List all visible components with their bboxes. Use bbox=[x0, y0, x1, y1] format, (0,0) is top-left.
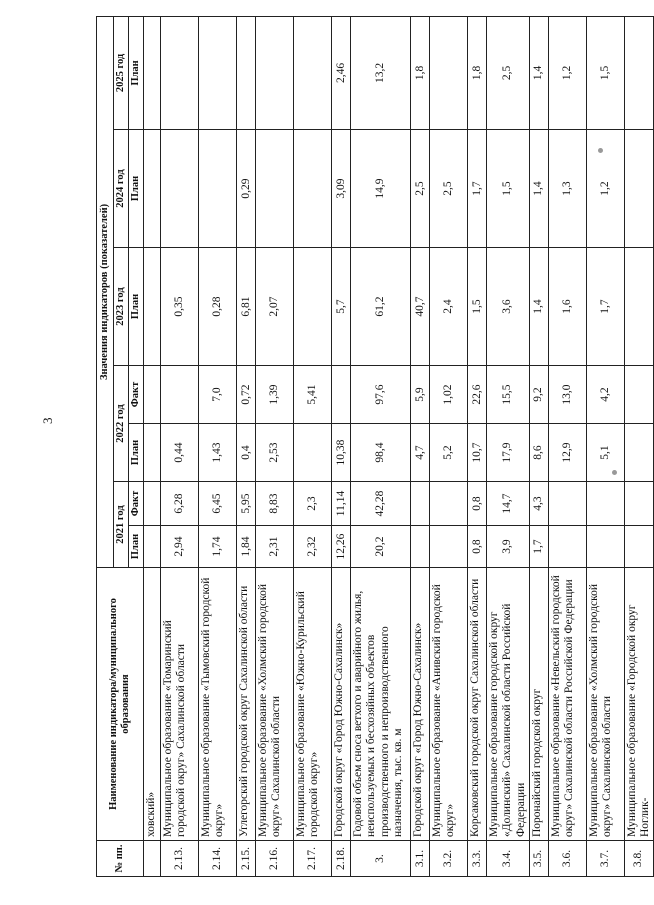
row-name: Муниципальное образование «Анивский городской округ» bbox=[430, 568, 468, 841]
value-cell bbox=[624, 248, 653, 366]
value-cell: 1,5 bbox=[468, 248, 487, 366]
row-number: 2.14. bbox=[199, 841, 237, 877]
row-number: 2.13. bbox=[161, 841, 199, 877]
value-cell: 98,4 bbox=[351, 424, 411, 482]
table-row bbox=[332, 16, 351, 876]
value-cell bbox=[624, 526, 653, 568]
value-cell: 11,14 bbox=[332, 482, 351, 526]
table-row bbox=[468, 16, 487, 876]
value-cell: 2,07 bbox=[256, 248, 294, 366]
value-cell: 2,5 bbox=[430, 130, 468, 248]
value-cell bbox=[586, 482, 624, 526]
value-cell bbox=[548, 482, 586, 526]
value-cell: 22,6 bbox=[468, 366, 487, 424]
value-cell: 1,7 bbox=[586, 248, 624, 366]
value-cell bbox=[237, 16, 256, 129]
row-number bbox=[144, 841, 161, 877]
row-name: Муниципальное образование «Южно-Курильский городской округ» bbox=[294, 568, 332, 841]
row-number: 3.8. bbox=[624, 841, 653, 877]
value-cell: 4,7 bbox=[411, 424, 430, 482]
scan-speck bbox=[598, 148, 603, 153]
value-cell: 0,72 bbox=[237, 366, 256, 424]
table-row bbox=[586, 16, 624, 876]
page-number: 3 bbox=[40, 417, 55, 424]
row-name: Городской округ «Город Южно-Сахалинск» bbox=[332, 568, 351, 841]
value-cell: 8,6 bbox=[529, 424, 548, 482]
header-year-2025: 2025 год bbox=[114, 16, 129, 129]
value-cell: 2,32 bbox=[294, 526, 332, 568]
value-cell: 1,6 bbox=[548, 248, 586, 366]
row-number: 3.6. bbox=[548, 841, 586, 877]
value-cell: 12,9 bbox=[548, 424, 586, 482]
value-cell: 1,43 bbox=[199, 424, 237, 482]
value-cell: 1,4 bbox=[529, 16, 548, 129]
value-cell bbox=[144, 366, 161, 424]
value-cell: 1,4 bbox=[529, 130, 548, 248]
header-fact: Факт bbox=[129, 482, 144, 526]
value-cell: 5,41 bbox=[294, 366, 332, 424]
value-cell: 6,28 bbox=[161, 482, 199, 526]
value-cell: 10,7 bbox=[468, 424, 487, 482]
value-cell: 40,7 bbox=[411, 248, 430, 366]
row-name: Поронайский городской округ bbox=[529, 568, 548, 841]
value-cell bbox=[430, 16, 468, 129]
value-cell: 13,0 bbox=[548, 366, 586, 424]
value-cell bbox=[624, 16, 653, 129]
value-cell: 97,6 bbox=[351, 366, 411, 424]
value-cell bbox=[430, 526, 468, 568]
row-name: Муниципальное образование «Городской округ Ноглик- bbox=[624, 568, 653, 841]
row-name: Муниципальное образование «Холмский городской округ» Сахалинской области bbox=[256, 568, 294, 841]
value-cell: 42,28 bbox=[351, 482, 411, 526]
value-cell: 1,7 bbox=[529, 526, 548, 568]
table-row bbox=[351, 16, 411, 876]
table-row bbox=[487, 16, 530, 876]
table-row bbox=[411, 16, 430, 876]
value-cell: 14,7 bbox=[487, 482, 530, 526]
row-number: 3.1. bbox=[411, 841, 430, 877]
value-cell: 0,4 bbox=[237, 424, 256, 482]
value-cell: 20,2 bbox=[351, 526, 411, 568]
value-cell: 4,2 bbox=[586, 366, 624, 424]
value-cell: 0,8 bbox=[468, 526, 487, 568]
value-cell bbox=[294, 130, 332, 248]
value-cell: 1,39 bbox=[256, 366, 294, 424]
value-cell bbox=[548, 526, 586, 568]
value-cell bbox=[411, 482, 430, 526]
header-num: № пп. bbox=[97, 841, 144, 877]
value-cell: 5,7 bbox=[332, 248, 351, 366]
value-cell: 3,9 bbox=[487, 526, 530, 568]
row-name: Углегорский городской округ Сахалинской области bbox=[237, 568, 256, 841]
table-row bbox=[529, 16, 548, 876]
row-name: Муниципальное образование «Холмский городской округ» Сахалинской области bbox=[586, 568, 624, 841]
header-year-2022: 2022 год bbox=[114, 366, 129, 482]
row-number: 2.15. bbox=[237, 841, 256, 877]
value-cell: 1,2 bbox=[586, 130, 624, 248]
value-cell bbox=[199, 16, 237, 129]
row-number: 3.3. bbox=[468, 841, 487, 877]
value-cell: 2,53 bbox=[256, 424, 294, 482]
indicator-table bbox=[96, 16, 654, 877]
value-cell: 17,9 bbox=[487, 424, 530, 482]
row-name: Корсаковский городской округ Сахалинской области bbox=[468, 568, 487, 841]
value-cell bbox=[332, 366, 351, 424]
table-row bbox=[199, 16, 237, 876]
value-cell bbox=[430, 482, 468, 526]
value-cell: 6,45 bbox=[199, 482, 237, 526]
value-cell: 1,8 bbox=[468, 16, 487, 129]
value-cell: 0,8 bbox=[468, 482, 487, 526]
value-cell: 1,3 bbox=[548, 130, 586, 248]
row-number: 2.17. bbox=[294, 841, 332, 877]
header-fact: Факт bbox=[129, 366, 144, 424]
value-cell bbox=[411, 526, 430, 568]
row-number: 3. bbox=[351, 841, 411, 877]
row-number: 3.2. bbox=[430, 841, 468, 877]
row-name: ховский» bbox=[144, 568, 161, 841]
table-row bbox=[624, 16, 653, 876]
table-row bbox=[237, 16, 256, 876]
value-cell bbox=[144, 482, 161, 526]
value-cell bbox=[624, 366, 653, 424]
row-name: Муниципальное образование «Томаринский городской округ» Сахалинской области bbox=[161, 568, 199, 841]
table-row bbox=[430, 16, 468, 876]
row-name: Городской округ «Город Южно-Сахалинск» bbox=[411, 568, 430, 841]
value-cell: 2,31 bbox=[256, 526, 294, 568]
header-plan: План bbox=[129, 248, 144, 366]
value-cell bbox=[624, 424, 653, 482]
value-cell: 14,9 bbox=[351, 130, 411, 248]
value-cell: 6,81 bbox=[237, 248, 256, 366]
header-year-2024: 2024 год bbox=[114, 130, 129, 248]
header-plan: План bbox=[129, 130, 144, 248]
value-cell bbox=[256, 130, 294, 248]
value-cell: 13,2 bbox=[351, 16, 411, 129]
value-cell bbox=[199, 130, 237, 248]
value-cell: 1,5 bbox=[586, 16, 624, 129]
value-cell bbox=[161, 366, 199, 424]
value-cell bbox=[294, 248, 332, 366]
row-number: 2.16. bbox=[256, 841, 294, 877]
value-cell bbox=[144, 424, 161, 482]
value-cell: 1,02 bbox=[430, 366, 468, 424]
value-cell: 4,3 bbox=[529, 482, 548, 526]
value-cell bbox=[144, 248, 161, 366]
value-cell bbox=[144, 526, 161, 568]
value-cell bbox=[144, 16, 161, 129]
row-name: Муниципальное образование городской округ «Долинский» Сахалинской области Российской Федерации bbox=[487, 568, 530, 841]
value-cell: 1,84 bbox=[237, 526, 256, 568]
rotated-table-wrapper bbox=[96, 17, 651, 877]
value-cell: 2,5 bbox=[487, 16, 530, 129]
value-cell bbox=[256, 16, 294, 129]
value-cell: 2,46 bbox=[332, 16, 351, 129]
header-year-2023: 2023 год bbox=[114, 248, 129, 366]
header-plan: План bbox=[129, 16, 144, 129]
value-cell: 1,4 bbox=[529, 248, 548, 366]
value-cell: 1,8 bbox=[411, 16, 430, 129]
value-cell: 12,26 bbox=[332, 526, 351, 568]
value-cell: 15,5 bbox=[487, 366, 530, 424]
row-number: 2.18. bbox=[332, 841, 351, 877]
value-cell bbox=[294, 16, 332, 129]
header-plan: План bbox=[129, 424, 144, 482]
value-cell: 1,7 bbox=[468, 130, 487, 248]
row-number: 3.7. bbox=[586, 841, 624, 877]
value-cell: 0,28 bbox=[199, 248, 237, 366]
value-cell: 0,44 bbox=[161, 424, 199, 482]
value-cell bbox=[161, 16, 199, 129]
value-cell bbox=[586, 526, 624, 568]
value-cell: 61,2 bbox=[351, 248, 411, 366]
value-cell: 9,2 bbox=[529, 366, 548, 424]
value-cell bbox=[624, 482, 653, 526]
value-cell bbox=[294, 424, 332, 482]
scan-speck bbox=[612, 470, 617, 475]
value-cell: 5,2 bbox=[430, 424, 468, 482]
value-cell: 2,3 bbox=[294, 482, 332, 526]
value-cell: 2,94 bbox=[161, 526, 199, 568]
header-year-2021: 2021 год bbox=[114, 482, 129, 568]
value-cell: 2,5 bbox=[411, 130, 430, 248]
value-cell: 3,09 bbox=[332, 130, 351, 248]
row-name: Муниципальное образование «Тымовский городской округ» bbox=[199, 568, 237, 841]
value-cell: 2,4 bbox=[430, 248, 468, 366]
table-row bbox=[144, 16, 161, 876]
table-row bbox=[294, 16, 332, 876]
header-values: Значения индикаторов (показателей) bbox=[97, 16, 114, 567]
value-cell: 1,5 bbox=[487, 130, 530, 248]
value-cell: 1,74 bbox=[199, 526, 237, 568]
row-name: Годовой объем сноса ветхого и аварийного жилья, неиспользуемых и бесхозяйных объектов производственного и непроизводственного назначения, тыс. кв. м bbox=[351, 568, 411, 841]
header-name: Наименование индикатора/муниципального образования bbox=[97, 568, 144, 841]
value-cell: 3,6 bbox=[487, 248, 530, 366]
row-number: 3.4. bbox=[487, 841, 530, 877]
value-cell bbox=[624, 130, 653, 248]
value-cell: 0,29 bbox=[237, 130, 256, 248]
value-cell: 5,1 bbox=[586, 424, 624, 482]
value-cell bbox=[144, 130, 161, 248]
table-row bbox=[256, 16, 294, 876]
value-cell: 5,9 bbox=[411, 366, 430, 424]
value-cell: 0,35 bbox=[161, 248, 199, 366]
table-row bbox=[161, 16, 199, 876]
value-cell bbox=[161, 130, 199, 248]
value-cell: 10,38 bbox=[332, 424, 351, 482]
row-number: 3.5. bbox=[529, 841, 548, 877]
value-cell: 5,95 bbox=[237, 482, 256, 526]
table-body bbox=[144, 16, 654, 876]
row-name: Муниципальное образование «Невельский городской округ» Сахалинской области Российской Федерации bbox=[548, 568, 586, 841]
table-row bbox=[548, 16, 586, 876]
value-cell: 7,0 bbox=[199, 366, 237, 424]
value-cell: 8,83 bbox=[256, 482, 294, 526]
header-plan: План bbox=[129, 526, 144, 568]
value-cell: 1,2 bbox=[548, 16, 586, 129]
